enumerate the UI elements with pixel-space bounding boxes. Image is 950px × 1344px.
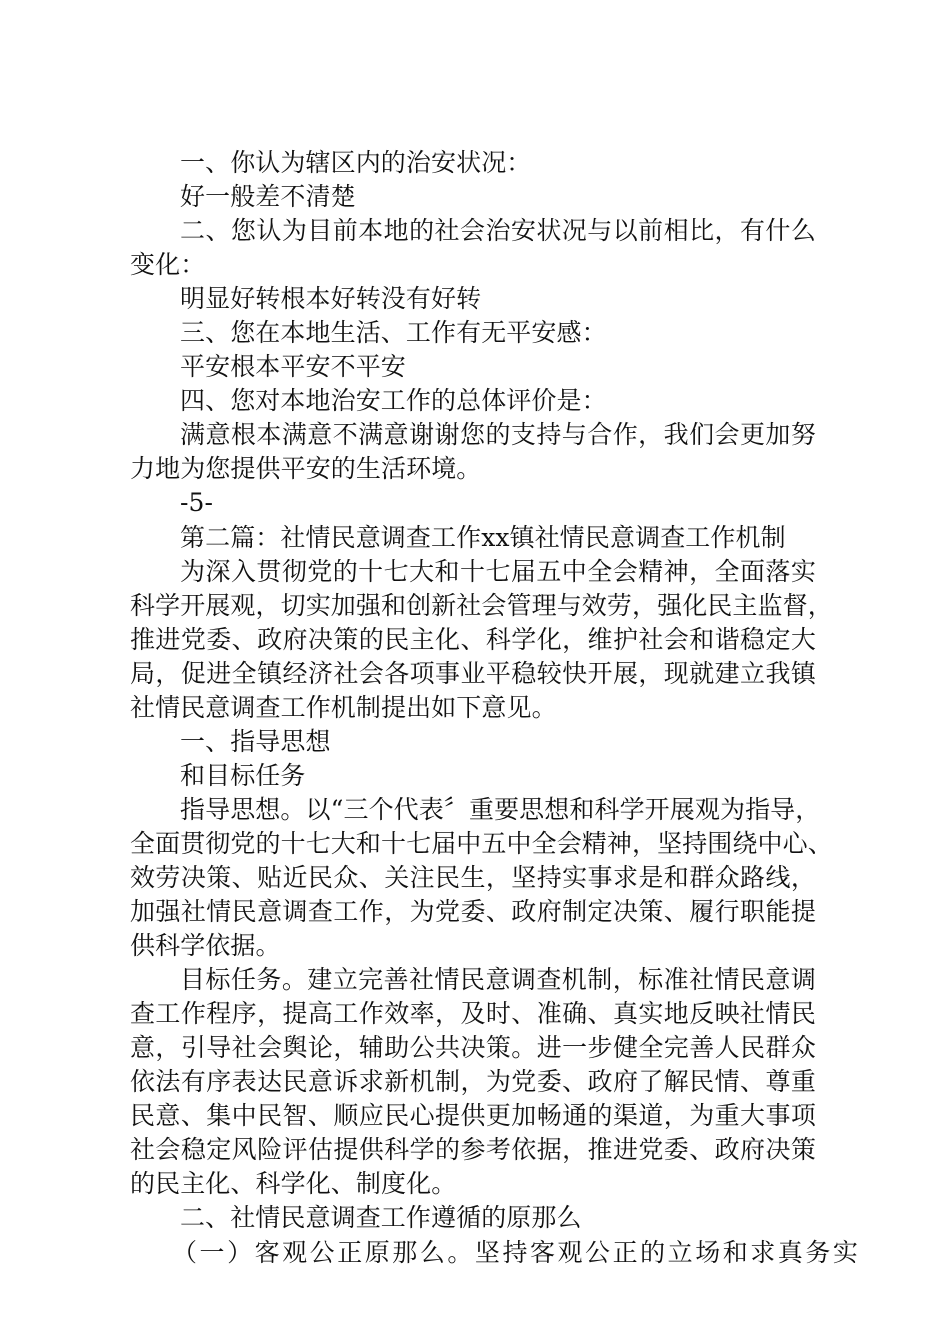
document-body — [130, 146, 858, 1270]
question-3-options: 平安根本平安不平安 — [180, 352, 406, 382]
question-2: 二、您认为目前本地的社会治安状况与以前相比，有什么 — [180, 216, 816, 246]
guiding-paragraph-line: 效劳决策、贴近民众、关注民生，坚持实事求是和群众路线， — [130, 862, 816, 892]
closing-line: 力地为您提供平安的生活环境。 — [130, 454, 482, 484]
question-2-continued: 变化： — [130, 250, 206, 280]
intro-paragraph-line: 为深入贯彻党的十七大和十七届五中全会精神，全面落实 — [180, 556, 816, 586]
goals-paragraph-line: 目标任务。建立完善社情民意调查机制，标准社情民意调 — [180, 965, 816, 995]
page-number: -5- — [180, 488, 214, 518]
intro-paragraph-line: 局，促进全镇经济社会各项事业平稳较快开展，现就建立我镇 — [130, 658, 816, 688]
question-4-options: 满意根本满意不满意谢谢您的支持与合作，我们会更加努 — [180, 420, 816, 450]
question-1: 一、你认为辖区内的治安状况： — [180, 148, 532, 177]
goals-paragraph-line: 民意、集中民智、顺应民心提供更加畅通的渠道，为重大事项 — [130, 1101, 816, 1131]
intro-paragraph-line: 科学开展观，切实加强和创新社会管理与效劳，强化民主监督， — [130, 590, 833, 620]
goals-paragraph-line: 的民主化、科学化、制度化。 — [130, 1169, 457, 1199]
intro-paragraph-line: 社情民意调查工作机制提出如下意见。 — [130, 692, 557, 722]
subheading-principles: 二、社情民意调查工作遵循的原那么 — [180, 1203, 582, 1233]
guiding-paragraph-line: 全面贯彻党的十七大和十七届中五中全会精神，坚持围绕中心、 — [130, 828, 833, 858]
goals-paragraph-line: 意，引导社会舆论，辅助公共决策。进一步健全完善人民群众 — [130, 1033, 816, 1063]
guiding-paragraph-line: 加强社情民意调查工作，为党委、政府制定决策、履行职能提 — [130, 897, 816, 927]
goals-paragraph-line: 依法有序表达民意诉求新机制，为党委、政府了解民情、尊重 — [130, 1067, 816, 1097]
goals-paragraph-line: 查工作程序，提高工作效率，及时、准确、真实地反映社情民 — [130, 999, 816, 1029]
section-heading: 第二篇：社情民意调查工作xx镇社情民意调查工作机制 — [180, 522, 786, 552]
question-4: 四、您对本地治安工作的总体评价是： — [180, 386, 607, 416]
guiding-paragraph-line: 供科学依据。 — [130, 931, 281, 961]
subheading-guiding-thought: 一、指导思想 — [180, 726, 331, 756]
question-3: 三、您在本地生活、工作有无平安感： — [180, 318, 607, 348]
question-1-options: 好一般差不清楚 — [180, 182, 356, 212]
guiding-paragraph-line: 指导思想。以“三个代表〞重要思想和科学开展观为指导， — [180, 794, 821, 824]
principle-1-line: （一）客观公正原那么。坚持客观公正的立场和求真务实 — [172, 1237, 858, 1267]
intro-paragraph-line: 推进党委、政府决策的民主化、科学化，维护社会和谐稳定大 — [130, 624, 816, 654]
goals-paragraph-line: 社会稳定风险评估提供科学的参考依据，推进党委、政府决策 — [130, 1135, 816, 1165]
question-2-options: 明显好转根本好转没有好转 — [180, 284, 482, 314]
subheading-goals: 和目标任务 — [180, 760, 306, 790]
